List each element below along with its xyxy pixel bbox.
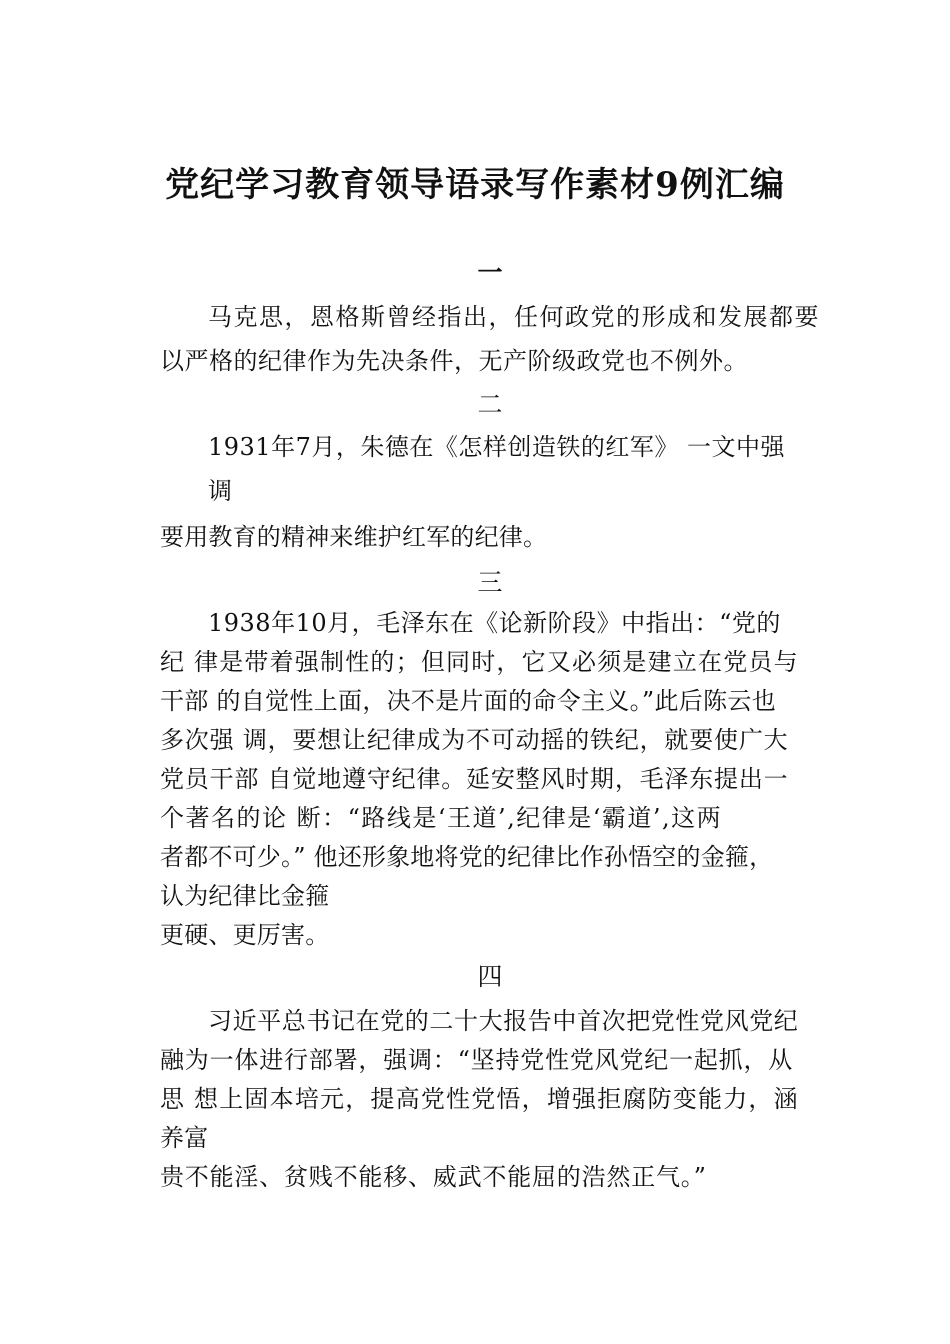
paragraph-line: 习近平总书记在党的二十大报告中首次把党性党风党纪 [208,1007,799,1035]
section-heading-4: 四 [477,962,503,991]
paragraph-line: 干部 的自觉性上面，决不是片面的命令主义。”此后陈云也 [160,687,776,715]
paragraph-line: 纪 律是带着强制性的；但同时，它又必须是建立在党员与 [160,648,799,676]
paragraph-line: 多次强 调，要想让纪律成为不可动摇的铁纪，就要使广大 [160,726,789,754]
paragraph-line: 贵不能淫、贫贱不能移、威武不能屈的浩然正气。” [160,1163,707,1191]
paragraph-line: 马克思，恩格斯曾经指出，任何政党的形成和发展都要 [208,303,820,331]
paragraph-line: 更硬、更厉害。 [160,921,330,949]
paragraph-line: 调 [208,477,233,505]
paragraph-line: 1938年10月，毛泽东在《论新阶段》中指出：“党的 [208,609,781,637]
paragraph-line: 以严格的纪律作为先决条件，无产阶级政党也不例外。 [160,347,748,375]
paragraph-line: 养富 [160,1124,209,1152]
section-heading-3: 三 [477,568,503,597]
section-heading-2: 二 [477,390,503,419]
section-heading-1: 一 [477,258,503,287]
document-title: 党纪学习教育领导语录写作素材9例汇编 [165,165,785,205]
paragraph-line: 个著名的论 断：“路线是‘王道’,纪律是‘霸道’,这两 [160,804,723,832]
paragraph-line: 1931年7月，朱德在《怎样创造铁的红军》 一文中强 [208,433,785,461]
paragraph-line: 认为纪律比金箍 [160,882,330,910]
paragraph-line: 要用教育的精神来维护红军的纪律。 [160,523,548,551]
paragraph-line: 融为一体进行部署，强调：“坚持党性党风党纪一起抓，从 [160,1046,794,1074]
paragraph-line: 党员干部 自觉地遵守纪律。延安整风时期，毛泽东提出一 [160,765,789,793]
paragraph-line: 者都不可少。” 他还形象地将党的纪律比作孙悟空的金箍， [160,843,774,871]
paragraph-line: 思 想上固本培元，提高党性党悟，增强拒腐防变能力，涵 [160,1085,799,1113]
